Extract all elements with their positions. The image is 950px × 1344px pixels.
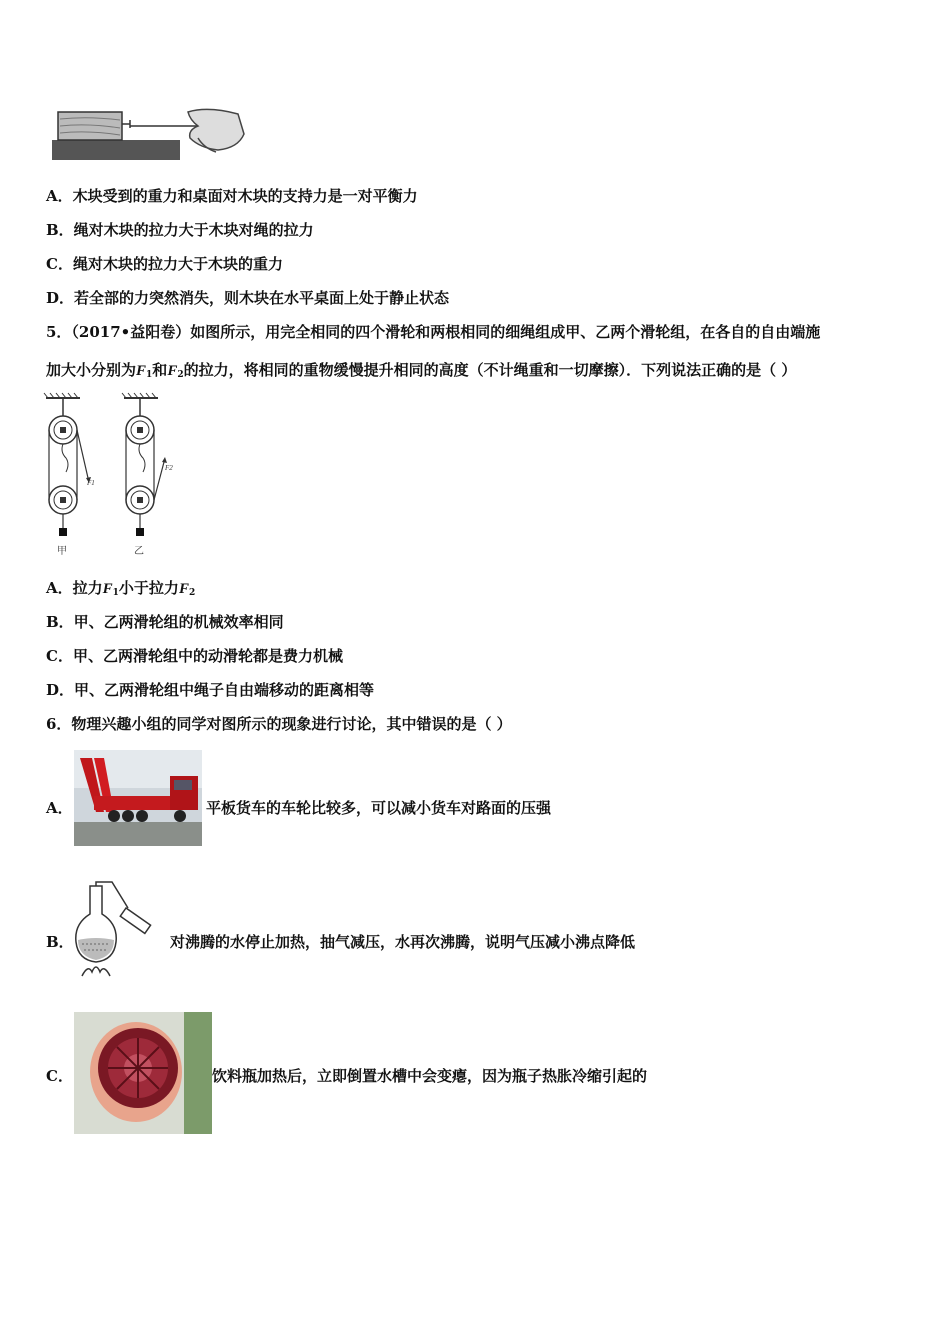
q4-option-c: C．绳对木块的拉力大于木块的重力 [46, 255, 283, 273]
q5-option-c: C．甲、乙两滑轮组中的动滑轮都是费力机械 [46, 647, 343, 665]
svg-text:乙: 乙 [134, 546, 144, 557]
q6-option-a-label: A． [46, 799, 73, 817]
q5-stem-line2: 加大小分别为$F_1$和$F_2$的拉力，将相同的重物缓慢提升相同的高度（不计绳重和一切摩擦）．下列说法正确的是（ ） [46, 361, 797, 380]
q6-option-c-text: 饮料瓶加热后，立即倒置水槽中会变瘪，因为瓶子热胀冷缩引起的 [212, 1067, 648, 1085]
q5-stem-line1: 5．（2017•益阳卷）如图所示，用完全相同的四个滑轮和两根相同的细绳组成甲、乙两个滑轮组，在各自的自由端施 [46, 323, 821, 341]
q4-option-a: A．木块受到的重力和桌面对木块的支持力是一对平衡力 [46, 187, 418, 205]
q5-option-b: B．甲、乙两滑轮组的机械效率相同 [46, 613, 284, 631]
bottle-image [74, 1012, 212, 1134]
q6-option-b-text: 对沸腾的水停止加热，抽气减压，水再次沸腾，说明气压减小沸点降低 [170, 933, 636, 951]
q6-option-c-label: C． [46, 1067, 73, 1085]
block-pull-figure [48, 104, 248, 164]
q6-option-b-label: B． [46, 933, 74, 951]
svg-text:F2: F2 [165, 464, 173, 472]
svg-text:甲: 甲 [57, 546, 67, 557]
q5-option-a: A．拉力$F_1$小于拉力$F_2$ [46, 579, 196, 598]
flask-pump-image [72, 880, 168, 984]
svg-text:F1: F1 [87, 479, 95, 487]
q4-option-d: D．若全部的力突然消失，则木块在水平桌面上处于静止状态 [46, 289, 450, 307]
q5-option-d: D．甲、乙两滑轮组中绳子自由端移动的距离相等 [46, 681, 375, 699]
q6-stem: 6．物理兴趣小组的同学对图所示的现象进行讨论，其中错误的是（ ） [46, 715, 512, 733]
q4-option-b: B．绳对木块的拉力大于木块对绳的拉力 [46, 221, 314, 239]
q6-option-a-text: 平板货车的车轮比较多，可以减小货车对路面的压强 [206, 799, 552, 817]
flatbed-truck-image [74, 750, 202, 846]
pulley-systems-figure [40, 392, 180, 560]
